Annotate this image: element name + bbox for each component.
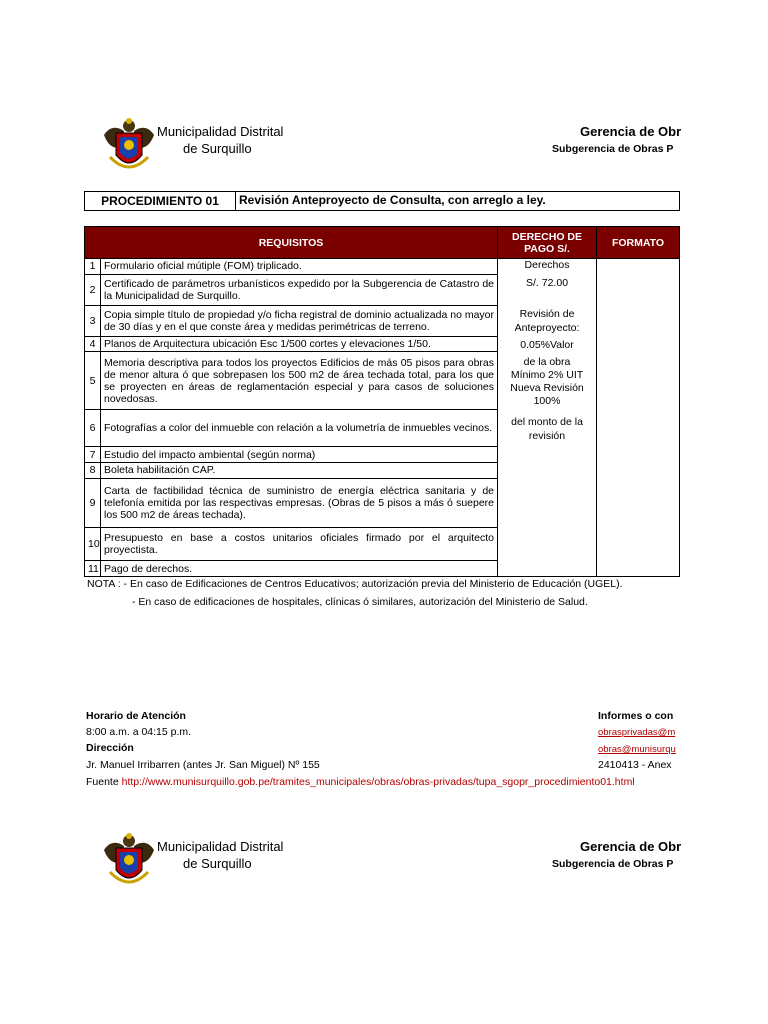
row-number: 7 <box>85 447 101 463</box>
header-requisitos: REQUISITOS <box>85 227 498 259</box>
gerencia-title: Gerencia de Obr <box>580 124 682 139</box>
fuente-label: Fuente <box>86 776 119 788</box>
row-number: 10 <box>85 528 101 561</box>
note-line-1: NOTA : - En caso de Edificaciones de Centros Educativos; autorización previa del Ministerio de Educación (UGEL). <box>87 578 623 590</box>
row-requirement: Boleta habilitación CAP. <box>101 463 498 479</box>
municipal-coat-of-arms-icon <box>102 832 156 890</box>
procedure-bar <box>84 191 680 211</box>
page-header-bottom <box>0 832 768 892</box>
payment-cell <box>498 259 597 577</box>
payment-line: Anteproyecto: <box>514 322 580 334</box>
header-derecho-pago: DERECHO DE PAGO S/. <box>498 227 597 259</box>
payment-line: Mínimo 2% UIT <box>510 369 584 381</box>
municipality-district: de Surquillo <box>183 141 252 156</box>
payment-line: del monto de la <box>511 416 583 428</box>
gerencia-title: Gerencia de Obr <box>580 839 682 854</box>
payment-line: Derechos <box>524 259 570 271</box>
row-number: 2 <box>85 274 101 305</box>
row-number: 11 <box>85 561 101 577</box>
horario-value: 8:00 a.m. a 04:15 p.m. <box>86 726 192 738</box>
page-header-top <box>0 117 768 177</box>
row-requirement: Planos de Arquitectura ubicación Esc 1/500 cortes y elevaciones 1/50. <box>101 336 498 352</box>
payment-line: S/. 72.00 <box>526 277 569 289</box>
fuente-line <box>86 776 635 788</box>
horario-label: Horario de Atención <box>86 710 186 722</box>
row-number: 5 <box>85 352 101 410</box>
payment-line: 100% <box>533 395 561 407</box>
row-requirement: Certificado de parámetros urbanísticos expedido por la Subgerencia de Catastro de la Municipalidad de Surquillo. <box>101 274 498 305</box>
row-number: 4 <box>85 336 101 352</box>
format-cell <box>597 259 680 577</box>
row-requirement: Formulario oficial mútiple (FOM) triplicado. <box>101 259 498 275</box>
fuente-link[interactable]: http://www.munisurquillo.gob.pe/tramites_municipales/obras/obras-privadas/tupa_sgopr_procedimiento01.html <box>121 776 635 788</box>
municipality-district: de Surquillo <box>183 856 252 871</box>
row-requirement: Fotografías a color del inmueble con relación a la volumetría de inmuebles vecinos. <box>101 410 498 447</box>
municipality-name: Municipalidad Distrital <box>157 124 284 139</box>
subgerencia-title: Subgerencia de Obras P <box>552 143 674 155</box>
payment-line: revisión <box>528 430 566 442</box>
row-requirement: Carta de factibilidad técnica de suministro de energía eléctrica sanitaria y de telefonía emitida por las respectivas empresas. (Obras de 5 pisos a más ó suepere los 500 m2 de áreas techada). <box>101 478 498 528</box>
row-number: 3 <box>85 305 101 336</box>
subgerencia-title: Subgerencia de Obras P <box>552 858 674 870</box>
row-requirement: Presupuesto en base a costos unitarios oficiales firmado por el arquitecto proyectista. <box>101 528 498 561</box>
note-line-2: - En caso de edificaciones de hospitales, clínicas ó similares, autorización del Ministerio de Salud. <box>132 596 588 608</box>
email-link-2[interactable]: obras@munisurqu <box>598 744 676 755</box>
email-link-1[interactable]: obrasprivadas@m <box>598 727 676 738</box>
row-number: 6 <box>85 410 101 447</box>
procedure-title: Revisión Anteproyecto de Consulta, con arreglo a ley. <box>239 193 546 207</box>
requirements-table <box>84 226 680 577</box>
table-row <box>85 259 680 275</box>
procedure-number: PROCEDIMIENTO 01 <box>85 192 236 210</box>
payment-line: de la obra <box>523 356 571 368</box>
phone-number: 2410413 - Anex <box>598 759 672 771</box>
header-formato: FORMATO <box>597 227 680 259</box>
municipality-name: Municipalidad Distrital <box>157 839 284 854</box>
row-number: 9 <box>85 478 101 528</box>
row-number: 8 <box>85 463 101 479</box>
row-requirement: Copia simple título de propiedad y/o ficha registral de dominio actualizada no mayor de 30 días y en el que conste área y medidas perimétricas de terreno. <box>101 305 498 336</box>
informes-label: Informes o con <box>598 710 674 722</box>
direccion-label: Dirección <box>86 742 134 754</box>
municipal-coat-of-arms-icon <box>102 117 156 175</box>
row-requirement: Memoria descriptiva para todos los proyectos Edificios de más 05 pisos para obras de menor altura ó que sobrepasen los 500 m2 de área techada total, para los que se proyecten en áreas de reglamentación especial y para casos de soluciones novedosas. <box>101 352 498 410</box>
row-requirement: Pago de derechos. <box>101 561 498 577</box>
direccion-value: Jr. Manuel Irribarren (antes Jr. San Miguel) Nº 155 <box>86 759 320 771</box>
payment-line: Nueva Revisión <box>510 382 584 394</box>
table-header-row <box>85 227 680 259</box>
row-number: 1 <box>85 259 101 275</box>
payment-line: 0.05%Valor <box>520 339 574 351</box>
row-requirement: Estudio del impacto ambiental (según norma) <box>101 447 498 463</box>
payment-line: Revisión de <box>519 308 575 320</box>
